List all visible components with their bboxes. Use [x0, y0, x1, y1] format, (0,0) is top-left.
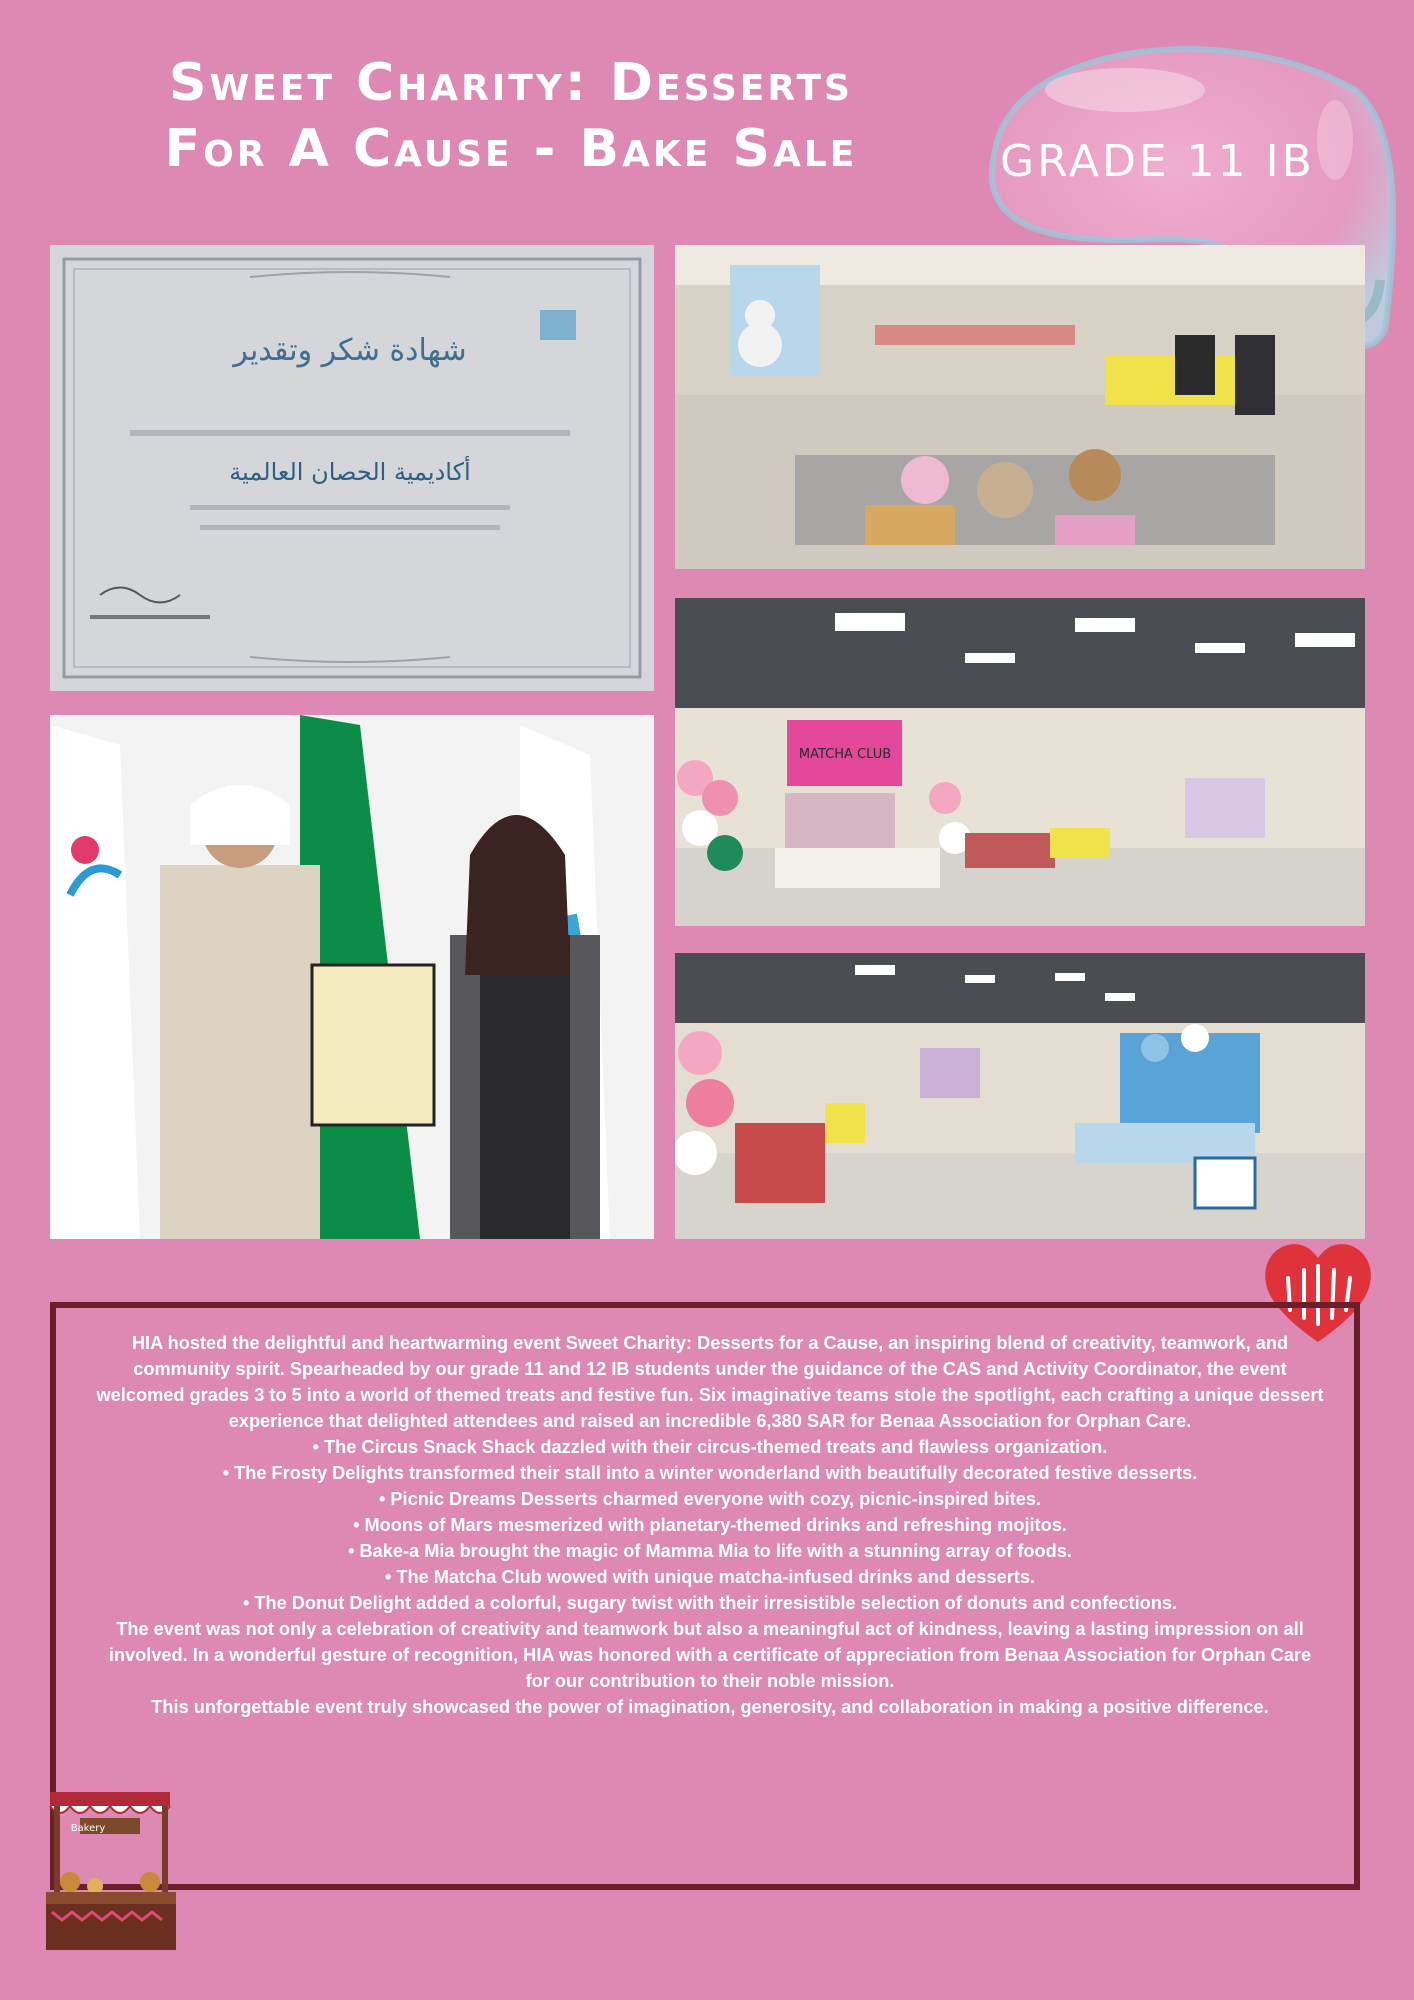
- article-bullet: • The Donut Delight added a colorful, sugary twist with their irresistible selection of donuts and confections.: [242, 1593, 1178, 1613]
- title-line-2: For A Cause - Bake Sale: [164, 119, 858, 179]
- certificate-heading: شهادة شكر وتقدير: [233, 333, 467, 368]
- article-bullet: • The Frosty Delights transformed their stall into a winter wonderland with beautifully decorated festive desserts.: [222, 1463, 1198, 1483]
- article-bullet: • Moons of Mars mesmerized with planetary-themed drinks and refreshing mojitos.: [353, 1515, 1067, 1535]
- article-bullet: • Bake-a Mia brought the magic of Mamma Mia to life with a stunning array of foods.: [348, 1541, 1072, 1561]
- bakery-sign: Bakery: [70, 1823, 106, 1834]
- certificate-recipient: أكاديمية الحصان العالمية: [229, 458, 471, 486]
- certificate-photo: [50, 245, 654, 691]
- matcha-sign: MATCHA CLUB: [798, 747, 892, 762]
- article-closing: The event was not only a celebration of creativity and teamwork but also a meaningful act of kindness, leaving a lasting impression on all involved. In a wonderful gesture of recognition, HIA was honored with a certificate of appreciation from Benaa Association for Orphan Care for our contribution to their noble mission.: [108, 1619, 1312, 1691]
- title-line-1: Sweet Charity: Desserts: [169, 53, 853, 113]
- article-body: [95, 1330, 1325, 1720]
- article-bullet: • The Circus Snack Shack dazzled with their circus-themed treats and flawless organization.: [312, 1437, 1108, 1457]
- bakery-stall-icon: [40, 1782, 182, 1952]
- article-bullet: • The Matcha Club wowed with unique matcha-infused drinks and desserts.: [384, 1567, 1036, 1587]
- frosty-stall-photo: [675, 245, 1365, 569]
- grade-label: GRADE 11 IB: [1000, 136, 1315, 187]
- matcha-stall-photo: [675, 598, 1365, 926]
- hall-overview-photo: [675, 953, 1365, 1239]
- article-intro: HIA hosted the delightful and heartwarming event Sweet Charity: Desserts for a Cause, an inspiring blend of creativity, teamwork, and community spirit. Spearheaded by our grade 11 and 12 IB students under the guidance of the CAS and Activity Coordinator, the event welcomed grades 3 to 5 into a world of themed treats and festive fun. Six imaginative teams stole the spotlight, each crafting a unique dessert experience that delighted attendees and raised an incredible 6,380 SAR for Benaa Association for Orphan Care.: [96, 1333, 1324, 1431]
- page-title: [46, 50, 976, 182]
- certificate-handover-photo: [50, 715, 654, 1239]
- article-bullet: • Picnic Dreams Desserts charmed everyone with cozy, picnic-inspired bites.: [378, 1489, 1042, 1509]
- article-final: This unforgettable event truly showcased the power of imagination, generosity, and collaboration in making a positive difference.: [151, 1697, 1269, 1717]
